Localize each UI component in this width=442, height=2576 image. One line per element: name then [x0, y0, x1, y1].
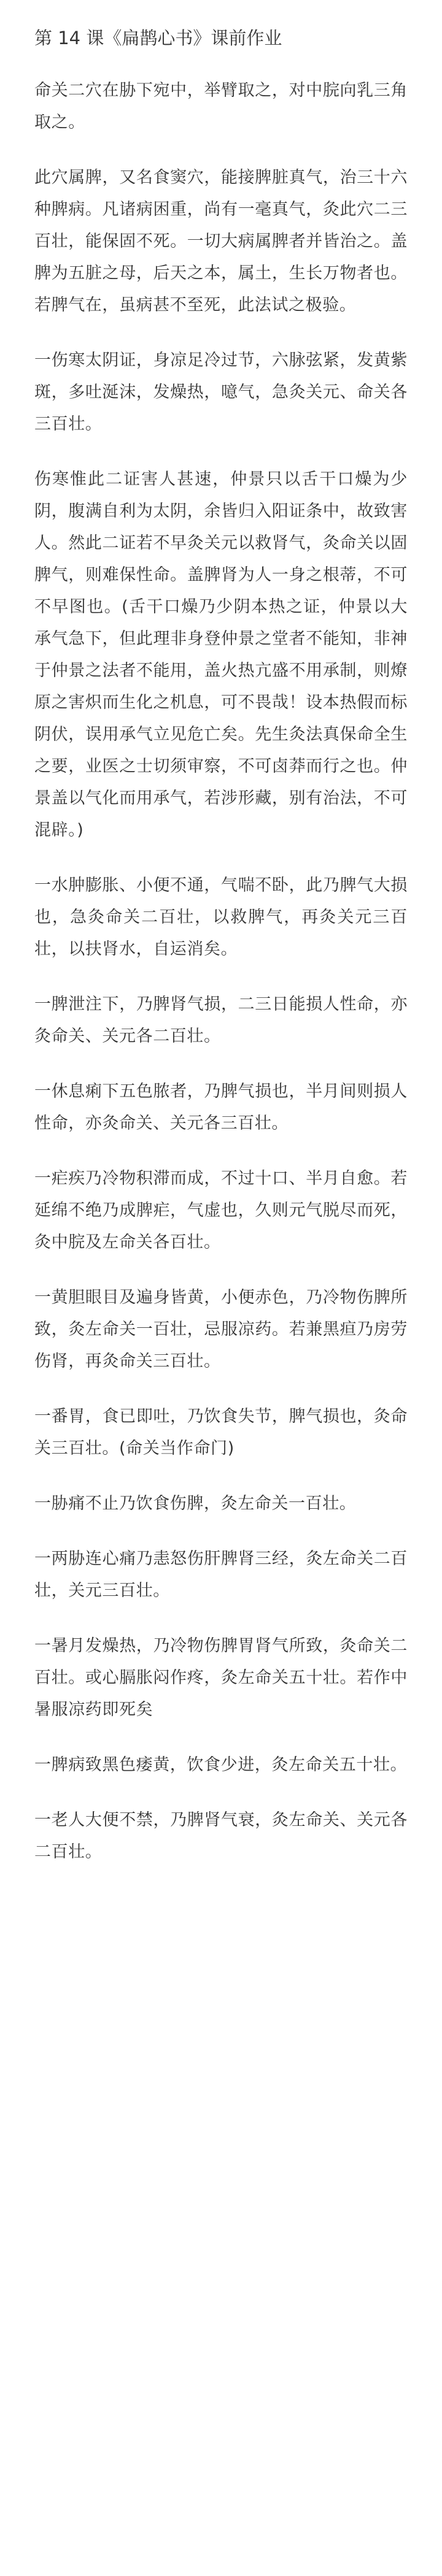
paragraph: 一疟疾乃冷物积滞而成，不过十口、半月自愈。若延绵不绝乃成脾疟，气虚也，久则元气脱尽而死，灸中脘及左命关各百壮。: [34, 1169, 408, 1252]
paragraph: 一脾泄注下，乃脾肾气损，二三日能损人性命，亦灸命关、关元各二百壮。: [34, 995, 408, 1046]
paragraph: 一两胁连心痛乃恚怒伤肝脾肾三经，灸左命关二百壮，关元三百壮。: [34, 1549, 408, 1600]
paragraph: 命关二穴在胁下宛中，举臂取之，对中脘向乳三角取之。: [34, 81, 408, 132]
paragraph: 伤寒惟此二证害人甚速，仲景只以舌干口燥为少阴，腹满自利为太阴，余皆归入阳证条中，故致害人。然此二证若不早灸关元以救肾气，灸命关以固脾气，则难保性命。盖脾肾为人一身之根蒂，不可不早图也。(舌干口燥乃少阴本热之证，仲景以大承气急下，但此理非身登仲景之堂者不能知，非神于仲景之法者不能用，盖火热亢盛不用承制，则燎原之害炽而生化之机息，可不畏哉！设本热假而标阴伏，误用承气立见危亡矣。先生灸法真保命全生之要，业医之士切须审察，不可卤莽而行之也。仲景盖以气化而用承气，若涉形藏，别有治法，不可混辟。): [34, 470, 408, 840]
paragraph: 一老人大便不禁，乃脾肾气衰，灸左命关、关元各二百壮。: [34, 1811, 408, 1861]
paragraph: 一暑月发燥热，乃冷物伤脾胃肾气所致，灸命关二百壮。或心膈胀闷作疼，灸左命关五十壮。若作中暑服凉药即死矣: [34, 1636, 408, 1719]
paragraph: 一伤寒太阴证，身凉足冷过节，六脉弦紧，发黄紫斑，多吐涎沫，发燥热，噫气，急灸关元、命关各三百壮。: [34, 351, 408, 434]
paragraph: 此穴属脾，又名食窦穴，能接脾脏真气，治三十六种脾病。凡诸病困重，尚有一毫真气，灸此穴二三百壮，能保固不死。一切大病属脾者并皆治之。盖脾为五脏之母，后天之本，属土，生长万物者也。若脾气在，虽病甚不至死，此法试之极验。: [34, 168, 408, 315]
paragraph: 一脾病致黑色痿黄，饮食少进，灸左命关五十壮。: [34, 1755, 408, 1774]
paragraph: 一黄胆眼目及遍身皆黄，小便赤色，乃冷物伤脾所致，灸左命关一百壮，忌服凉药。若兼黑疸乃房劳伤肾，再灸命关三百壮。: [34, 1288, 408, 1371]
paragraph: 一休息痢下五色脓者，乃脾气损也，半月间则损人性命，亦灸命关、关元各三百壮。: [34, 1082, 408, 1133]
paragraph: 一胁痛不止乃饮食伤脾，灸左命关一百壮。: [34, 1494, 357, 1513]
paragraph: 一番胃，食已即吐，乃饮食失节，脾气损也，灸命关三百壮。(命关当作命门): [34, 1407, 408, 1458]
paragraph: 一水肿膨胀、小便不通，气喘不卧，此乃脾气大损也，急灸命关二百壮，以救脾气，再灸关元三百壮，以扶肾水，自运消矣。: [34, 876, 408, 959]
page-title: 第 14 课《扁鹊心书》课前作业: [34, 28, 282, 48]
